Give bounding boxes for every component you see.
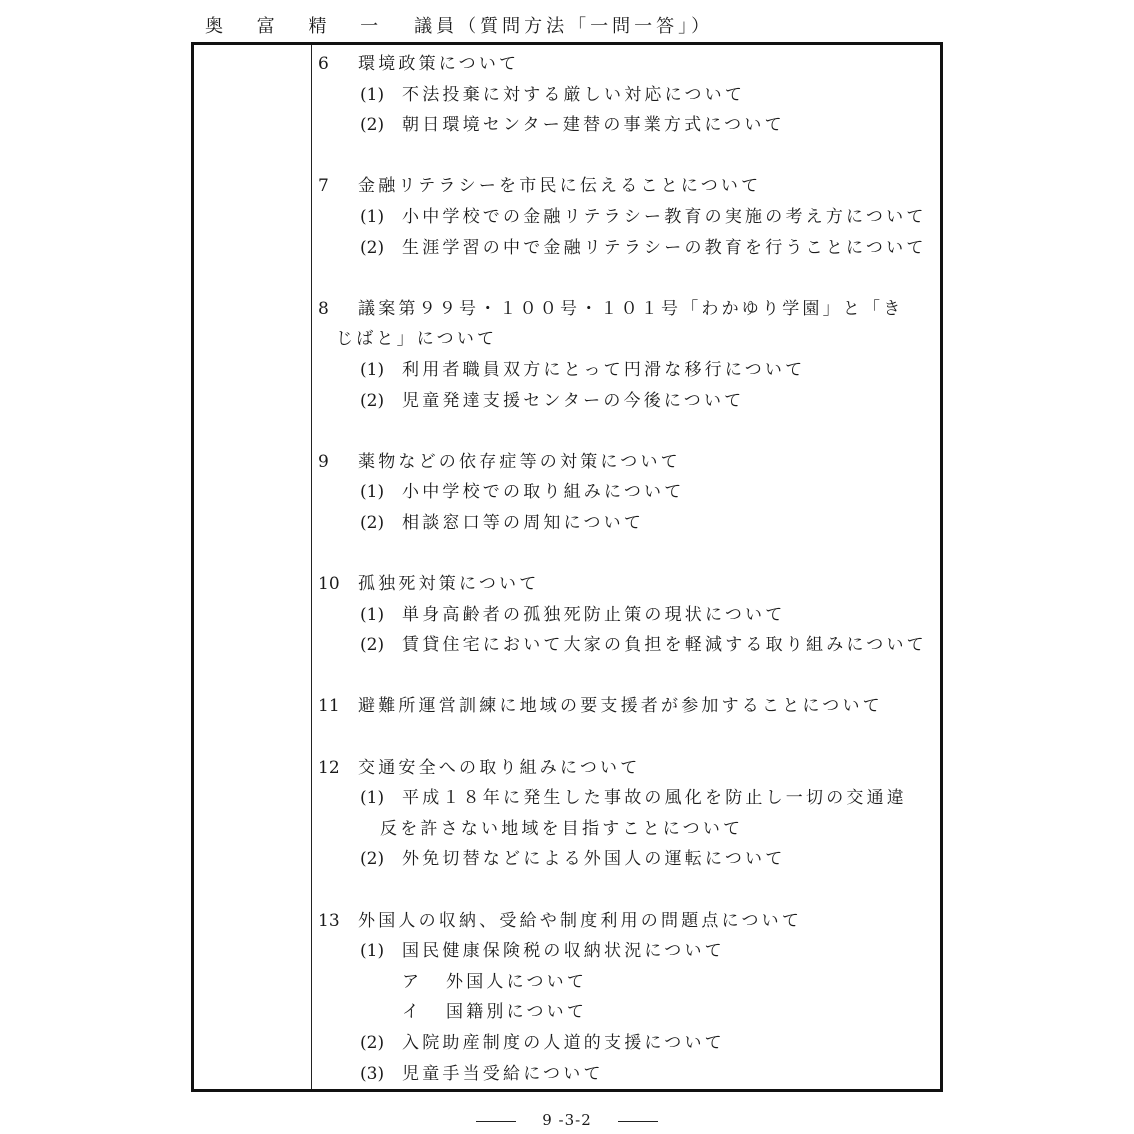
- footer-rule-right: [618, 1121, 658, 1122]
- sub-item: [318, 233, 938, 264]
- sub-item: [318, 600, 938, 631]
- sub-item-text: 児童発達支援センターの今後について: [402, 390, 745, 411]
- sub-item: [318, 202, 938, 233]
- sub-item: [318, 386, 938, 417]
- sub-item: [318, 844, 938, 875]
- sub-item-text: 利用者職員双方にとって円滑な移行について: [402, 359, 806, 380]
- item-number: 12: [318, 757, 340, 778]
- question-method: 議員（質問方法「一問一答」）: [414, 16, 714, 37]
- sub-item-number: (1): [360, 482, 385, 503]
- sub-item-text: 小中学校での取り組みについて: [402, 482, 685, 503]
- sub-item: [318, 508, 938, 539]
- sub-item-text: 入院助産制度の人道的支援について: [402, 1033, 725, 1053]
- question-item: [318, 906, 938, 937]
- sub-item-text: 国民健康保険税の収納状況について: [402, 941, 725, 962]
- sub-sub-item-text: 国籍別について: [446, 1002, 588, 1023]
- sub-item-text: 不法投棄に対する厳しい対応について: [402, 84, 746, 105]
- item-title: 孤独死対策について: [358, 574, 540, 595]
- page-footer: [0, 1108, 1134, 1132]
- sub-item-text: 朝日環境センター建替の事業方式について: [402, 115, 785, 136]
- sub-item: [318, 783, 938, 814]
- question-item-continued: [318, 324, 938, 355]
- item-title: 環境政策について: [358, 54, 520, 74]
- sub-item: [318, 477, 938, 508]
- question-item: [318, 569, 938, 600]
- sub-sub-item-marker: ア: [402, 971, 419, 992]
- sub-item-text: 生涯学習の中で金融リテラシーの教育を行うことについて: [402, 237, 927, 258]
- item-title: 金融リテラシーを市民に伝えることについて: [358, 176, 762, 197]
- item-spacer: [318, 661, 938, 692]
- sub-item: [318, 1028, 938, 1059]
- question-item: [318, 691, 938, 722]
- question-item: [318, 753, 938, 784]
- question-item: [318, 447, 938, 478]
- item-title: 議案第９９号・１００号・１０１号「わかゆり学園」と「き: [358, 298, 904, 319]
- item-title: 薬物などの依存症等の対策について: [358, 451, 681, 472]
- item-number: 8: [318, 298, 329, 319]
- page-header: [205, 14, 713, 40]
- sub-item-text: 小中学校での金融リテラシー教育の実施の考え方について: [402, 206, 927, 227]
- sub-item-number: (1): [360, 788, 385, 809]
- item-title: 交通安全への取り組みについて: [358, 757, 641, 778]
- sub-item-text: 平成１８年に発生した事故の風化を防止し一切の交通違: [402, 788, 907, 809]
- item-title: 避難所運営訓練に地域の要支援者が参加することについて: [358, 696, 883, 717]
- sub-item: [318, 355, 938, 386]
- sub-item-number: (2): [360, 115, 385, 136]
- sub-item-number: (3): [360, 1063, 385, 1084]
- sub-item: [318, 80, 938, 111]
- sub-item-number: (1): [360, 941, 385, 962]
- sub-item-text: 反を許さない地域を目指すことについて: [380, 818, 744, 839]
- sub-sub-item-text: 外国人について: [446, 971, 588, 992]
- question-list: [318, 49, 938, 1089]
- sub-item-text: 相談窓口等の周知について: [402, 512, 645, 533]
- item-number: 11: [318, 696, 340, 717]
- member-name: 奥 富 精 一: [205, 16, 393, 37]
- item-title: 外国人の収納、受給や制度利用の問題点について: [358, 910, 803, 931]
- sub-item-number: (1): [360, 359, 385, 380]
- sub-item-number: (1): [360, 604, 385, 625]
- page-number: 9 -3-2: [542, 1111, 592, 1129]
- sub-item: [318, 1059, 938, 1090]
- item-spacer: [318, 539, 938, 570]
- sub-sub-item-marker: イ: [402, 1002, 419, 1023]
- item-number: 13: [318, 910, 340, 931]
- item-spacer: [318, 875, 938, 906]
- question-item: [318, 171, 938, 202]
- item-spacer: [318, 416, 938, 447]
- footer-rule-left: [476, 1121, 516, 1122]
- sub-item-number: (1): [360, 84, 385, 105]
- sub-item-number: (2): [360, 512, 385, 533]
- item-number: 9: [318, 451, 329, 472]
- question-item: [318, 294, 938, 325]
- sub-item-number: (2): [360, 635, 385, 656]
- item-number: 7: [318, 176, 329, 197]
- item-number: 10: [318, 574, 340, 595]
- sub-sub-item: [318, 997, 938, 1028]
- sub-item-text: 外免切替などによる外国人の運転について: [402, 849, 786, 870]
- question-table: [191, 42, 943, 1092]
- sub-item-number: (2): [360, 849, 385, 870]
- item-spacer: [318, 722, 938, 753]
- sub-item-number: (2): [360, 390, 385, 411]
- item-title-continued: じばと」について: [336, 329, 498, 350]
- item-number: 6: [318, 54, 329, 74]
- sub-item-text: 賃貸住宅において大家の負担を軽減する取り組みについて: [402, 635, 927, 656]
- item-spacer: [318, 263, 938, 294]
- sub-item-number: (1): [360, 206, 385, 227]
- sub-item: [318, 630, 938, 661]
- column-divider: [311, 45, 312, 1089]
- sub-sub-item: [318, 967, 938, 998]
- sub-item: [318, 110, 938, 141]
- item-spacer: [318, 141, 938, 172]
- sub-item-number: (2): [360, 237, 385, 258]
- sub-item-text: 単身高齢者の孤独死防止策の現状について: [402, 604, 786, 625]
- sub-item-number: (2): [360, 1033, 385, 1053]
- sub-item: [318, 936, 938, 967]
- sub-item-continued: [318, 814, 938, 845]
- question-item: [318, 49, 938, 80]
- sub-item-text: 児童手当受給について: [402, 1063, 604, 1084]
